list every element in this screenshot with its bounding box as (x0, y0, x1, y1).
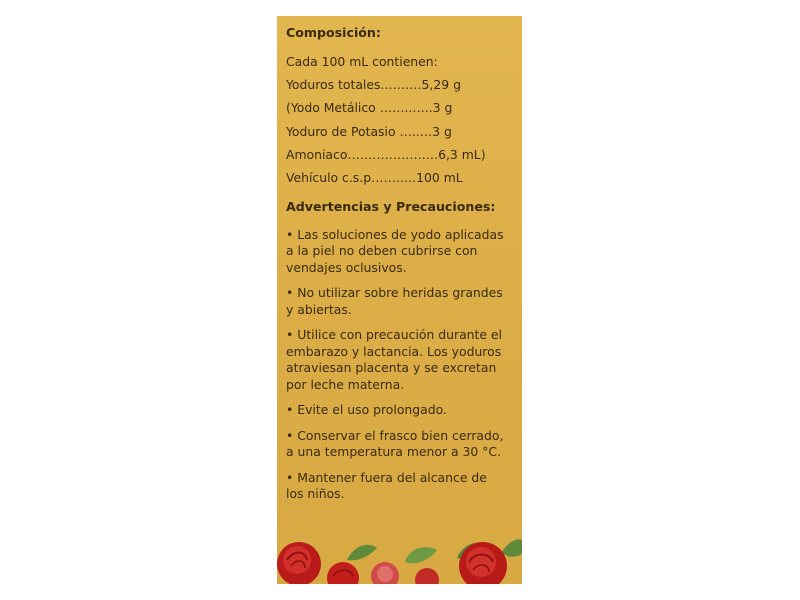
warning-line: • No utilizar sobre heridas grandes (286, 285, 503, 301)
warning-line: • Evite el uso prolongado. (286, 402, 447, 418)
warning-item (286, 402, 518, 419)
rose-icon (277, 542, 321, 584)
warning-line: y abiertas. (286, 301, 352, 317)
warning-line: atraviesan placenta y se excretan (286, 360, 497, 376)
composition-line: Amoniaco……………….…6,3 mL) (286, 146, 486, 162)
leaf-icon (502, 539, 522, 556)
leaf-icon (405, 547, 437, 563)
product-label-panel (277, 16, 522, 584)
rose-icon (415, 568, 439, 584)
composition-list (286, 54, 518, 186)
composition-line: Yoduro de Potasio …..…3 g (286, 123, 452, 139)
warning-item (286, 285, 518, 318)
rose-icon (327, 562, 359, 584)
warning-line: por leche materna. (286, 376, 405, 392)
composition-heading: Composición: (286, 25, 381, 40)
warning-line: embarazo y lactancia. Los yoduros (286, 343, 502, 359)
warning-item (286, 428, 518, 461)
warning-line: a la piel no deben cubrirse con (286, 243, 478, 259)
rose-icon (371, 562, 399, 584)
warning-line: • Mantener fuera del alcance de (286, 469, 487, 485)
warning-line: • Conservar el frasco bien cerrado, (286, 427, 504, 443)
label-text (286, 25, 518, 503)
warning-line: vendajes oclusivos. (286, 259, 407, 275)
composition-line: Cada 100 mL contienen: (286, 54, 438, 69)
leaf-icon (347, 545, 377, 560)
composition-line: Vehículo c.s.p………..100 mL (286, 169, 463, 185)
warning-item (286, 470, 518, 503)
warnings-heading: Advertencias y Precauciones: (286, 198, 496, 214)
warning-line: los niños. (286, 486, 345, 502)
warning-line: • Utilice con precaución durante el (286, 327, 503, 343)
composition-line: (Yodo Metálico ……..…..3 g (286, 100, 453, 116)
warning-item (286, 327, 518, 393)
composition-line: Yoduros totales.………5,29 g (286, 77, 461, 93)
roses-decoration (277, 522, 522, 584)
warnings-list (286, 227, 518, 503)
warning-line: a una temperatura menor a 30 °C. (286, 444, 502, 460)
warning-line: • Las soluciones de yodo aplicadas (286, 226, 504, 242)
warning-item (286, 227, 518, 277)
